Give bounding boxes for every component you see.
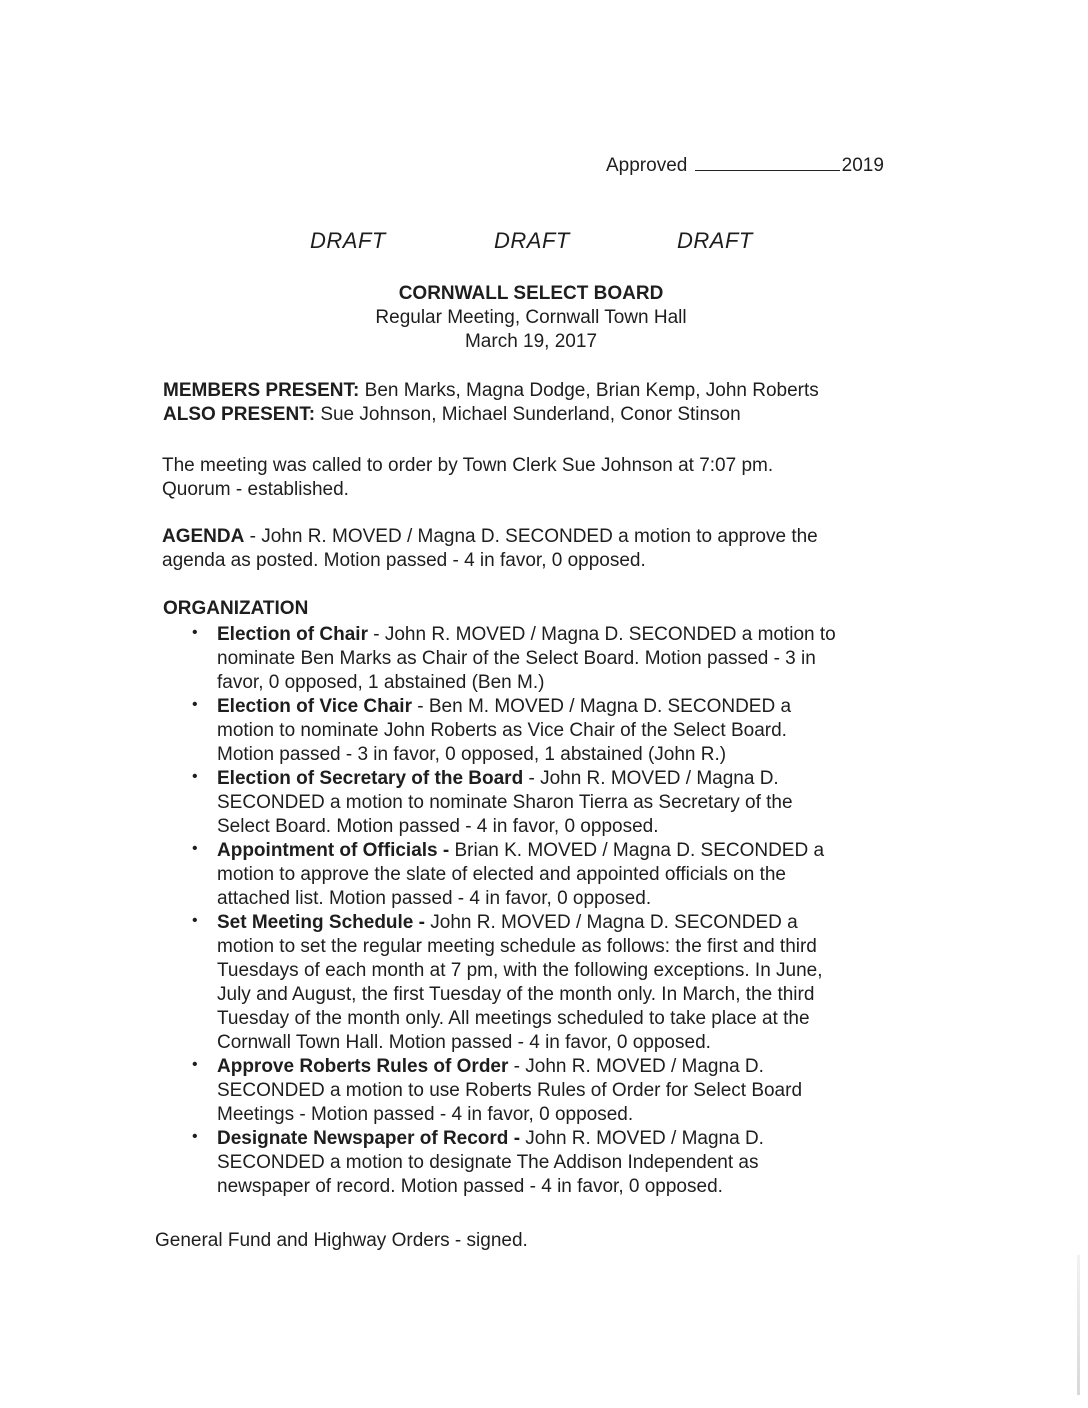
bullet-icon: •	[192, 696, 198, 713]
draft-marks	[0, 228, 1088, 258]
item-text: SECONDED a motion to use Roberts Rules of Order for Select Board	[217, 1080, 803, 1101]
list-item	[192, 911, 912, 1055]
list-item	[192, 839, 912, 911]
call-to-order	[162, 454, 773, 502]
organization-title: CORNWALL SELECT BOARD	[398, 283, 664, 304]
item-label: Designate Newspaper of Record -	[217, 1128, 521, 1149]
item-label: Approve Roberts Rules of Order	[217, 1056, 509, 1077]
item-text: newspaper of record. Motion passed - 4 in favor, 0 opposed.	[217, 1176, 723, 1197]
item-text: - John R. MOVED / Magna D.	[508, 1056, 764, 1077]
footer-note: General Fund and Highway Orders - signed.	[155, 1230, 528, 1251]
item-text: John R. MOVED / Magna D.	[520, 1128, 764, 1149]
draft-mark: DRAFT	[677, 228, 753, 253]
item-text: SECONDED a motion to nominate Sharon Tierra as Secretary of the	[217, 792, 793, 813]
item-text: Tuesdays of each month at 7 pm, with the following exceptions. In June,	[217, 960, 823, 981]
draft-mark: DRAFT	[494, 228, 570, 253]
draft-mark: DRAFT	[310, 228, 386, 253]
item-text: motion to nominate John Roberts as Vice Chair of the Select Board.	[217, 720, 787, 741]
list-item	[192, 767, 912, 839]
call-to-order-line: The meeting was called to order by Town Clerk Sue Johnson at 7:07 pm.	[162, 455, 774, 476]
organization-items	[192, 623, 912, 1199]
quorum-line: Quorum - established.	[162, 479, 349, 500]
list-item	[192, 623, 912, 695]
item-text: - Ben M. MOVED / Magna D. SECONDED a	[411, 696, 792, 717]
item-text: Meetings - Motion passed - 4 in favor, 0 opposed.	[217, 1104, 634, 1125]
item-text: Select Board. Motion passed - 4 in favor, 0 opposed.	[217, 816, 659, 837]
agenda-text: - John R. MOVED / Magna D. SECONDED a motion to approve the	[244, 526, 818, 547]
item-text: Brian K. MOVED / Magna D. SECONDED a	[449, 840, 825, 861]
approval-line	[606, 155, 884, 177]
item-text: Motion passed - 3 in favor, 0 opposed, 1 abstained (John R.)	[217, 744, 727, 765]
bullet-icon: •	[192, 840, 198, 857]
agenda-section	[162, 525, 818, 573]
members-label: MEMBERS PRESENT:	[163, 380, 360, 401]
item-text: nominate Ben Marks as Chair of the Select Board. Motion passed - 3 in	[217, 648, 816, 669]
item-label: Appointment of Officials -	[217, 840, 450, 861]
meeting-description: Regular Meeting, Cornwall Town Hall	[375, 307, 687, 328]
approved-year: 2019	[841, 155, 884, 176]
list-item	[192, 1127, 912, 1199]
also-list: Sue Johnson, Michael Sunderland, Conor Stinson	[320, 404, 741, 425]
item-text: Tuesday of the month only. All meetings scheduled to take place at the	[217, 1008, 810, 1029]
also-present	[163, 403, 819, 427]
list-item	[192, 695, 912, 767]
item-text: - John R. MOVED / Magna D. SECONDED a motion to	[367, 624, 836, 645]
also-label: ALSO PRESENT:	[163, 404, 316, 425]
item-label: Election of Vice Chair	[217, 696, 412, 717]
approval-blank	[695, 156, 840, 171]
item-label: Election of Chair	[217, 624, 368, 645]
item-text: motion to set the regular meeting schedule as follows: the first and third	[217, 936, 817, 957]
item-text: favor, 0 opposed, 1 abstained (Ben M.)	[217, 672, 545, 693]
bullet-icon: •	[192, 912, 198, 929]
item-text: motion to approve the slate of elected and appointed officials on the	[217, 864, 786, 885]
bullet-icon: •	[192, 1056, 198, 1073]
item-text: - John R. MOVED / Magna D.	[523, 768, 779, 789]
item-text: attached list. Motion passed - 4 in favor, 0 opposed.	[217, 888, 652, 909]
item-label: Election of Secretary of the Board	[217, 768, 524, 789]
item-text: John R. MOVED / Magna D. SECONDED a	[424, 912, 798, 933]
list-item	[192, 1055, 912, 1127]
members-list: Ben Marks, Magna Dodge, Brian Kemp, John Roberts	[364, 380, 819, 401]
agenda-label: AGENDA	[162, 526, 245, 547]
agenda-text: agenda as posted. Motion passed - 4 in favor, 0 opposed.	[162, 550, 646, 571]
item-label: Set Meeting Schedule -	[217, 912, 425, 933]
members-present	[163, 379, 819, 403]
document-heading	[0, 282, 1062, 354]
bullet-icon: •	[192, 624, 198, 641]
item-text: SECONDED a motion to designate The Addison Independent as	[217, 1152, 759, 1173]
approved-label: Approved	[606, 155, 688, 176]
bullet-icon: •	[192, 1128, 198, 1145]
organization-heading: ORGANIZATION	[163, 598, 309, 619]
item-text: Cornwall Town Hall. Motion passed - 4 in favor, 0 opposed.	[217, 1032, 711, 1053]
attendance	[163, 379, 819, 427]
meeting-date: March 19, 2017	[464, 331, 598, 352]
item-text: July and August, the first Tuesday of the month only. In March, the third	[217, 984, 815, 1005]
scan-edge-shadow	[1077, 1255, 1080, 1395]
bullet-icon: •	[192, 768, 198, 785]
